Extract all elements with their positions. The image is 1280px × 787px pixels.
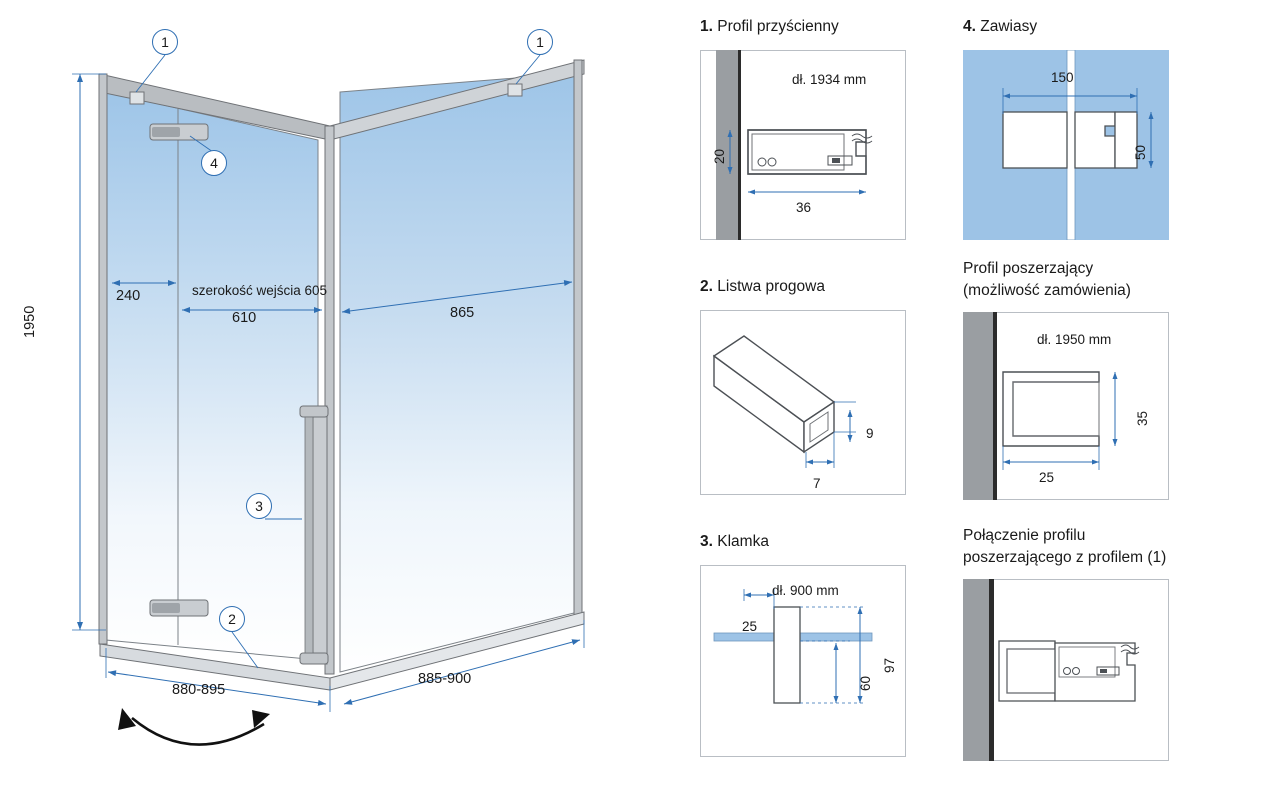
panel-listwa-progowa <box>700 278 915 503</box>
callout-1-left: 1 <box>152 29 178 55</box>
callout-2: 2 <box>219 606 245 632</box>
panel-profil-poszerzajacy <box>963 260 1178 518</box>
panel-2-height-9: 9 <box>866 426 874 441</box>
panel-6-title-line1: Połączenie profilu <box>963 527 1086 544</box>
panel-5-width-25: 25 <box>1039 470 1055 485</box>
panel-klamka <box>700 533 915 763</box>
panel-1-title: 1. Profil przyścienny <box>700 18 839 35</box>
panel-3-dim-60: 60 <box>858 675 873 691</box>
panel-1-length: dł. 1934 mm <box>792 72 867 87</box>
panel-3-length: dł. 900 mm <box>772 583 839 598</box>
panel-4-height-50: 50 <box>1133 144 1148 160</box>
label-bottom-left-880-895: 880-895 <box>172 682 226 698</box>
panel-5-length: dł. 1950 mm <box>1037 332 1112 347</box>
label-width-240: 240 <box>116 288 141 304</box>
panel-profil-przyscienny <box>700 18 915 248</box>
label-bottom-right-885-900: 885-900 <box>418 671 472 687</box>
panel-2-width-7: 7 <box>813 476 821 491</box>
panel-polaczenie-profilu <box>963 527 1178 765</box>
callout-1-right: 1 <box>527 29 553 55</box>
panel-6-svg <box>963 579 1169 761</box>
panel-5-title-line2: (możliwość zamówienia) <box>963 282 1131 299</box>
panel-3-dim-25: 25 <box>742 619 758 634</box>
panel-6-title-line2: poszerzającego z profilem (1) <box>963 549 1167 566</box>
panel-2-title: 2. Listwa progowa <box>700 278 825 295</box>
panel-2-svg <box>700 310 906 495</box>
label-width-865: 865 <box>450 305 475 321</box>
panel-1-width-36: 36 <box>796 200 812 215</box>
callout-4: 4 <box>201 150 227 176</box>
panel-3-title: 3. Klamka <box>700 533 769 550</box>
panel-5-height-35: 35 <box>1135 410 1150 426</box>
label-entry-width: szerokość wejścia 605 <box>192 283 328 298</box>
panel-4-title: 4. Zawiasy <box>963 18 1038 35</box>
label-entry-dim-610: 610 <box>232 310 257 326</box>
panel-3-dim-97: 97 <box>882 657 897 673</box>
label-height-1950: 1950 <box>22 305 38 338</box>
panel-5-title-line1: Profil poszerzający <box>963 260 1094 277</box>
panel-zawiasy <box>963 18 1178 248</box>
panel-4-width-150: 150 <box>1051 70 1074 85</box>
panel-1-height-20: 20 <box>712 148 727 164</box>
callout-3: 3 <box>246 493 272 519</box>
